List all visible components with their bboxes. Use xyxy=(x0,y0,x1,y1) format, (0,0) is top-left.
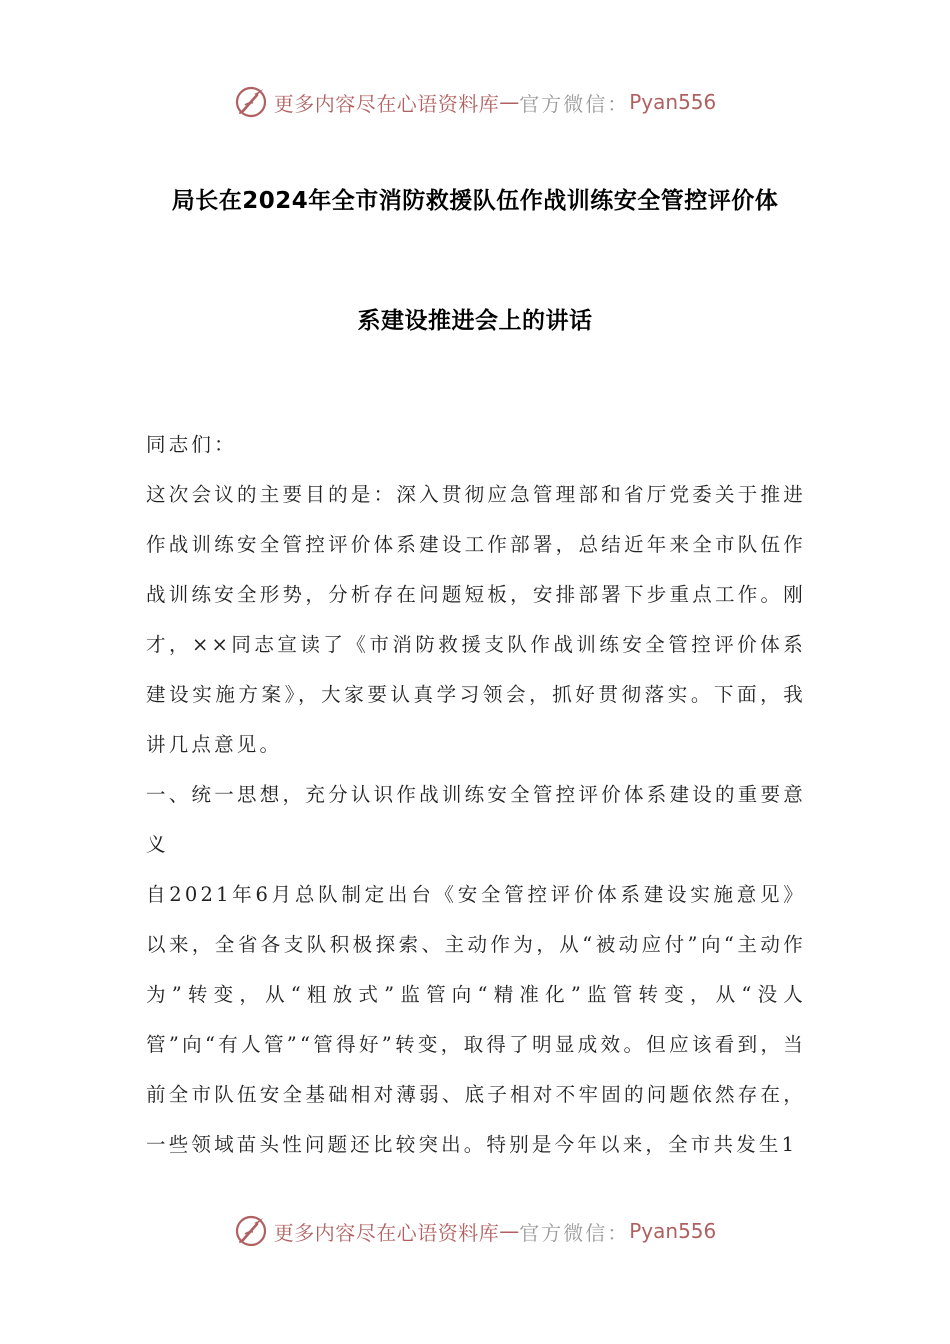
watermark-wechat-label: 官方微信： xyxy=(519,91,630,116)
salutation: 同志们： xyxy=(146,433,237,456)
document-title-line-1: 局长在2024年全市消防救援队伍作战训练安全管控评价体 xyxy=(171,188,779,214)
quill-logo-icon xyxy=(234,85,268,119)
paragraph: 这次会议的主要目的是：深入贯彻应急管理部和省厅党委关于推进作战训练安全管控评价体系建设工作部署，总结近年来全市队伍作战训练安全形势，分析存在问题短板，安排部署下步重点工作。刚才，××同志宣读了《市消防救援支队作战训练安全管控评价体系建设实施方案》，大家要认真学习领会，抓好贯彻落实。下面，我讲几点意见。 xyxy=(146,483,806,756)
quill-logo-icon xyxy=(234,1214,268,1248)
document-title-line-2: 系建设推进会上的讲话 xyxy=(357,308,593,334)
footer-watermark xyxy=(0,1211,950,1251)
header-watermark xyxy=(0,82,950,122)
watermark-wechat-id: Pyan556 xyxy=(629,1219,717,1243)
document-body xyxy=(146,420,806,1170)
watermark-separator: — xyxy=(499,1219,520,1243)
watermark-site-text: 更多内容尽在心语资料库 xyxy=(273,1220,500,1245)
watermark-wechat-label: 官方微信： xyxy=(519,1220,630,1245)
section-heading: 一、统一思想，充分认识作战训练安全管控评价体系建设的重要意义 xyxy=(146,783,806,856)
watermark-site-text: 更多内容尽在心语资料库 xyxy=(273,91,500,116)
watermark-separator: — xyxy=(499,90,520,114)
watermark-wechat-id: Pyan556 xyxy=(629,90,717,114)
paragraph: 自2021年6月总队制定出台《安全管控评价体系建设实施意见》以来，全省各支队积极探索、主动作为，从“被动应付”向“主动作为”转变，从“粗放式”监管向“精准化”监管转变，从“没人管”向“有人管”“管得好”转变，取得了明显成效。但应该看到，当前全市队伍安全基础相对薄弱、底子相对不牢固的问题依然存在，一些领域苗头性问题还比较突出。特别是今年以来，全市共发生1 xyxy=(146,883,806,1156)
